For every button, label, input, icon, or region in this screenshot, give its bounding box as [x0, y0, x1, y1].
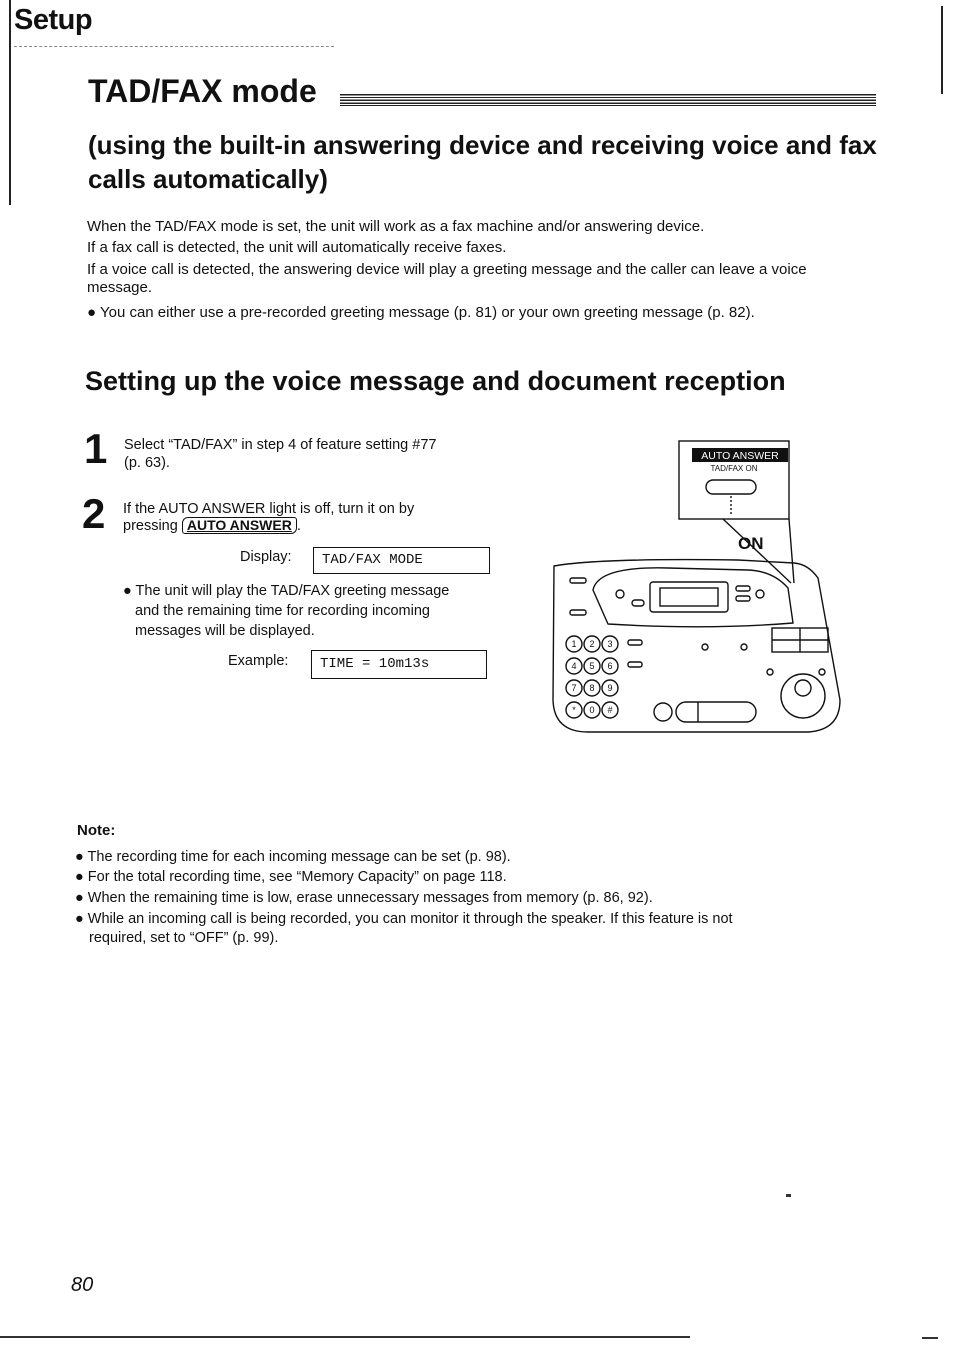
note-item-3	[75, 889, 653, 907]
bottom-dash	[922, 1337, 938, 1339]
section-tab: Setup	[14, 4, 93, 36]
bullet-icon: ●	[75, 890, 84, 906]
key-hash: #	[607, 705, 613, 715]
auto-answer-key: AUTO ANSWER	[182, 517, 297, 534]
bullet-icon: ●	[123, 583, 132, 599]
step-2-bullet-line-3: messages will be displayed.	[135, 623, 315, 639]
page-title: TAD/FAX mode	[88, 73, 317, 109]
key-6: 6	[607, 661, 613, 671]
intro-bullet-text: You can either use a pre-recorded greeting message (p. 81) or your own greeting message (p. 82).	[99, 304, 755, 321]
step-1-line-2: (p. 63).	[124, 455, 170, 471]
step-2-line-2	[123, 517, 301, 535]
step-2-line-1: If the AUTO ANSWER light is off, turn it on by	[123, 501, 415, 517]
bottom-rule	[0, 1336, 690, 1338]
note-item-2	[75, 868, 507, 886]
fax-machine-illustration	[548, 438, 848, 738]
step-2-pressing: pressing	[123, 518, 178, 534]
step-2-number: 2	[82, 490, 106, 537]
key-5: 5	[589, 661, 595, 671]
key-2: 2	[589, 639, 595, 649]
step-2-bullet-line-2: and the remaining time for recording incoming	[135, 603, 430, 619]
key-1: 1	[571, 639, 577, 649]
auto-answer-panel-label: AUTO ANSWER	[701, 450, 779, 462]
key-3: 3	[607, 639, 613, 649]
note-item-2-text: For the total recording time, see “Memory Capacity” on page 118.	[87, 869, 507, 885]
bullet-icon: ●	[75, 911, 84, 927]
title-rule	[340, 94, 876, 106]
tad-fax-on-label: TAD/FAX ON	[710, 464, 758, 473]
note-item-4-text: While an incoming call is being recorded, you can monitor it through the speaker. If this feature is not	[87, 911, 733, 927]
intro-line-2: If a fax call is detected, the unit will automatically receive faxes.	[87, 239, 507, 256]
callout-button	[706, 480, 756, 494]
intro-line-3: If a voice call is detected, the answering device will play a greeting message and the caller can leave a voice	[87, 261, 807, 278]
lcd-example-box: TIME = 10m13s	[311, 650, 487, 679]
bullet-icon: ●	[87, 304, 97, 321]
on-label: ON	[738, 534, 764, 553]
note-item-1-text: The recording time for each incoming message can be set (p. 98).	[87, 849, 511, 865]
small-mark	[786, 1194, 791, 1197]
key-star: *	[572, 705, 576, 715]
note-item-1	[75, 848, 511, 866]
page-number: 80	[71, 1274, 94, 1296]
example-label: Example:	[228, 653, 289, 669]
lcd-display-box: TAD/FAX MODE	[313, 547, 490, 574]
key-4: 4	[571, 661, 577, 671]
key-0: 0	[589, 705, 595, 715]
display-label: Display:	[240, 549, 292, 565]
step-1-line-1: Select “TAD/FAX” in step 4 of feature setting #77	[124, 437, 437, 453]
key-7: 7	[571, 683, 577, 693]
page-subtitle: (using the built-in answering device and receiving voice and fax calls automatically)	[88, 130, 877, 194]
page-frame-right	[941, 6, 943, 94]
intro-bullet	[87, 303, 755, 322]
note-item-3-text: When the remaining time is low, erase unnecessary messages from memory (p. 86, 92).	[87, 890, 653, 906]
key-8: 8	[589, 683, 595, 693]
step-2-bullet-line-1: The unit will play the TAD/FAX greeting message	[135, 583, 450, 599]
key-9: 9	[607, 683, 613, 693]
bullet-icon: ●	[75, 849, 84, 865]
intro-line-3-cont: message.	[87, 279, 153, 296]
note-item-4	[75, 910, 733, 928]
intro-line-1: When the TAD/FAX mode is set, the unit will work as a fax machine and/or answering device.	[87, 218, 705, 235]
bullet-icon: ●	[75, 869, 84, 885]
section-heading: Setting up the voice message and document reception	[85, 366, 786, 396]
device-body	[553, 560, 840, 732]
step-2-bullet	[123, 582, 449, 600]
note-label: Note:	[77, 822, 116, 839]
page-frame-left	[9, 0, 11, 205]
section-tab-rule	[14, 46, 334, 48]
step-2-period: .	[296, 518, 301, 534]
note-item-4-cont: required, set to “OFF” (p. 99).	[89, 930, 279, 946]
step-1-number: 1	[84, 425, 108, 472]
